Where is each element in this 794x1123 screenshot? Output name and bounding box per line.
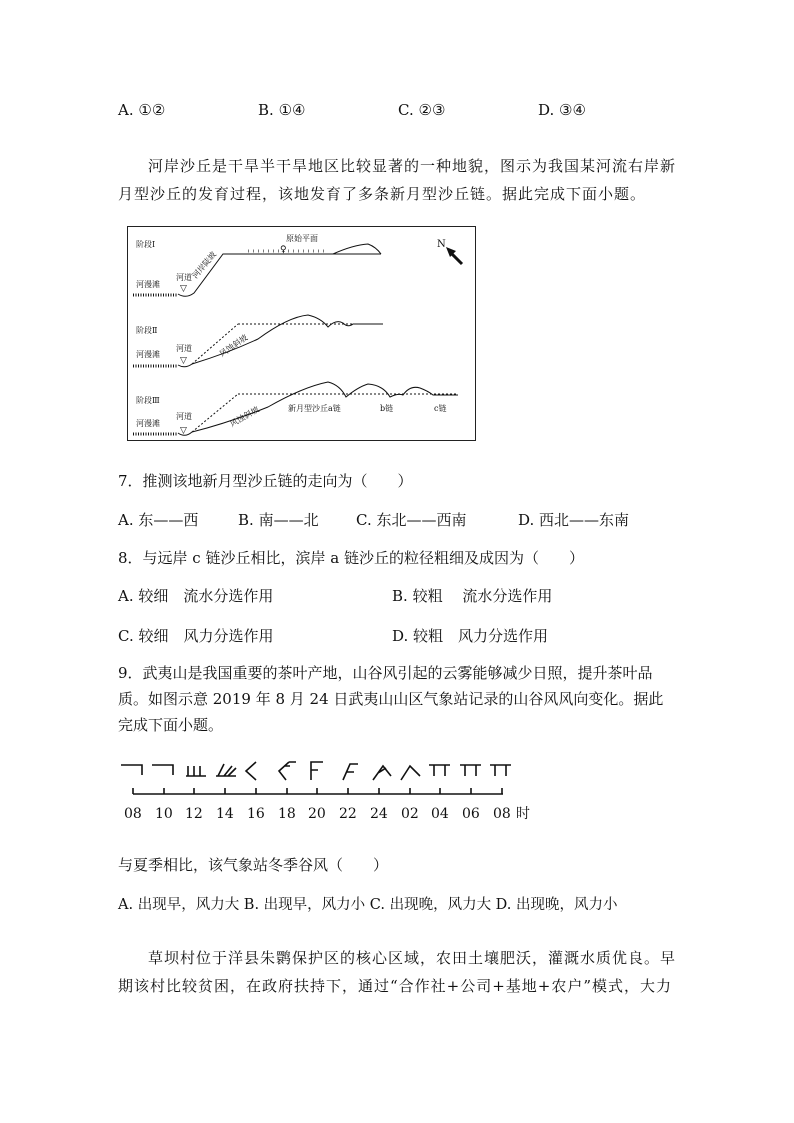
q8-option-c: C. 较细 风力分选作用 [118,627,274,645]
q8-option-b: B. 较粗 流水分选作用 [392,587,553,605]
original-plane-label: 原始平面 [286,234,318,243]
valley-wind-timeline [118,758,538,828]
intro-dune-paragraph: 河岸沙丘是干旱半干旱地区比较显著的一种地貌，图示为我国某河流右岸新月型沙丘的发育过程，该地发育了多条新月型沙丘链。据此完成下面小题。 [118,157,677,203]
svg-text:▽: ▽ [180,356,187,366]
q8-option-a: A. 较细 流水分选作用 [118,587,274,605]
wind-barb-20 [311,762,323,780]
q8-stem: 8．与远岸 c 链沙丘相比，滨岸 a 链沙丘的粒径粗细及成因为（ ） [118,549,584,567]
wind-barb-22 [343,764,358,780]
q7-option-c: C. 东北——西南 [356,511,467,529]
q8-option-d: D. 较粗 风力分选作用 [392,627,549,645]
stage2-channel: 河道 [176,344,192,353]
chain-a-label: 新月型沙丘a链 [288,404,341,413]
wind-barb-12 [186,766,206,776]
hour-label-10: 04 [431,806,449,822]
hour-label-11: 06 [462,806,480,822]
q6-option-b: B. ①④ [258,101,306,119]
chain-b-label: b链 [380,404,394,413]
svg-text:▽: ▽ [180,426,187,436]
hour-label-5: 18 [278,806,296,822]
q6-option-d: D. ③④ [538,101,586,119]
hour-label-2: 12 [185,806,203,822]
hour-label-12: 08 [493,806,511,822]
wind-barb-18 [279,762,296,780]
dune-development-figure [127,226,476,441]
intro-village-paragraph: 草坝村位于洋县朱鹮保护区的核心区域，农田土壤肥沃，灌溉水质优良。早期该村比较贫困，在政府扶持下，通过“合作社+公司+基地+农户”模式，大力 [118,949,677,995]
stage1-bank-slope: 河岸陡坡 [190,249,219,281]
stage1-label: 阶段Ⅰ [136,240,156,249]
stage2-erosion-slope: 风蚀斜坡 [217,332,250,359]
wind-barb-14 [216,764,236,776]
chain-c-label: c链 [434,404,447,413]
wind-barb-02 [401,766,420,780]
wind-barb-04 [429,765,450,776]
wind-barb-08 [121,765,142,775]
q9-stem: 9．武夷山是我国重要的茶叶产地，山谷风引起的云雾能够减少日照，提升茶叶品质。如图示意 2019 年 8 月 24 日武夷山山区气象站记录的山谷风风向变化。据此完成下面小题。 [118,664,664,734]
stage3-channel: 河道 [176,412,192,421]
stage3-erosion-slope: 风蚀斜坡 [228,404,261,429]
svg-text:▽: ▽ [180,284,187,294]
hour-unit: 时 [516,806,530,822]
stage1-channel: 河道 [176,273,192,282]
q6-option-c: C. ②③ [398,101,446,119]
hour-label-1: 10 [155,806,173,822]
q6-option-a: A. ①② [118,101,166,119]
hour-label-9: 02 [401,806,419,822]
q7-stem: 7．推测该地新月型沙丘链的走向为（ ） [118,472,413,490]
stage2-label: 阶段Ⅱ [136,326,158,335]
wind-barb-08b [490,765,511,776]
svg-text:♀: ♀ [280,245,287,255]
q7-option-d: D. 西北——东南 [518,511,630,529]
stage3-label: 阶段Ⅲ [136,396,160,405]
north-label: N [437,239,446,250]
q9-options: A. 出现早，风力大 B. 出现早，风力小 C. 出现晚，风力大 D. 出现晚，风力小 [118,897,618,913]
q9-sub-stem: 与夏季相比，该气象站冬季谷风（ ） [118,856,389,874]
q7-option-b: B. 南——北 [238,511,319,529]
wind-barb-06 [460,765,481,776]
hour-label-0: 08 [124,806,142,822]
hour-label-6: 20 [308,806,326,822]
wind-barb-16 [246,762,256,780]
hour-label-7: 22 [339,806,357,822]
q7-option-a: A. 东——西 [118,511,199,529]
hour-label-3: 14 [216,806,234,822]
wind-barb-24 [373,766,391,780]
stage2-floodplain: 河漫滩 [136,350,160,359]
stage3-floodplain: 河漫滩 [136,419,160,428]
hour-label-8: 24 [370,806,388,822]
hour-label-4: 16 [247,806,265,822]
wind-barb-10 [152,765,173,775]
stage1-floodplain: 河漫滩 [136,280,160,289]
